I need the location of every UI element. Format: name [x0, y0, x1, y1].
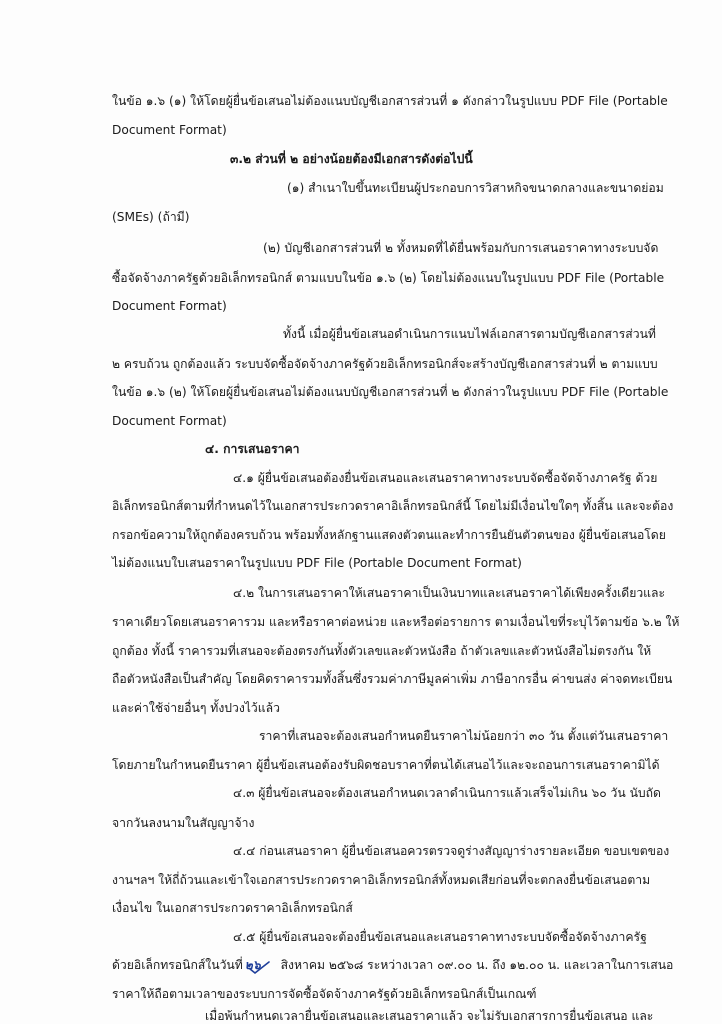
text-line: ทั้งนี้ เมื่อผู้ยื่นข้อเสนอดำเนินการแนบไฟล์เอกสารตามบัญชีเอกสารส่วนที่ [283, 327, 656, 341]
text-line: (๑) สำเนาใบขึ้นทะเบียนผู้ประกอบการวิสาหกิจขนาดกลางและขนาดย่อม [287, 181, 664, 195]
text-line: ราคาที่เสนอจะต้องเสนอกำหนดยืนราคาไม่น้อยกว่า ๓๐ วัน ตั้งแต่วันเสนอราคา [259, 729, 669, 743]
text-line: ถือตัวหนังสือเป็นสำคัญ โดยคิดราคารวมทั้งสิ้นซึ่งรวมค่าภาษีมูลค่าเพิ่ม ภาษีอากรอื่น ค่าขนส่ง ค่าจดทะเบียน [112, 672, 673, 686]
text-line: ๔.๓ ผู้ยื่นข้อเสนอจะต้องเสนอกำหนดเวลาดำเนินการแล้วเสร็จไม่เกิน ๖๐ วัน นับถัด [233, 786, 661, 800]
text-line: ๔.๑ ผู้ยื่นข้อเสนอต้องยื่นข้อเสนอและเสนอราคาทางระบบจัดซื้อจัดจ้างภาครัฐ ด้วย [233, 471, 658, 485]
text-line: กรอกข้อความให้ถูกต้องครบถ้วน พร้อมทั้งหลักฐานแสดงตัวตนและทำการยืนยันตัวตนของ ผู้ยื่นข้อเสนอโดย [112, 528, 666, 542]
text-line: (SMEs) (ถ้ามี) [112, 210, 190, 224]
text-line: งานฯลฯ ให้ถี่ถ้วนและเข้าใจเอกสารประกวดราคาอิเล็กทรอนิกส์ทั้งหมดเสียก่อนที่จะตกลงยื่นข้อเสนอตาม [112, 873, 651, 887]
handwritten-day: ๒๖ [244, 958, 261, 972]
text-line: อิเล็กทรอนิกส์ตามที่กำหนดไว้ในเอกสารประกวดราคาอิเล็กทรอนิกส์นี้ โดยไม่มีเงื่อนไขใดๆ ทั้งสิ้น และจะต้อง [112, 499, 674, 513]
text-line: ซื้อจัดจ้างภาครัฐด้วยอิเล็กทรอนิกส์ ตามแบบในข้อ ๑.๖ (๒) โดยไม่ต้องแนบในรูปแบบ PDF File (Portable [112, 271, 665, 285]
handwritten-check-icon [263, 957, 281, 967]
text-line: ในข้อ ๑.๖ (๒) ให้โดยผู้ยื่นข้อเสนอไม่ต้องแนบบัญชีเอกสารส่วนที่ ๒ ดังกล่าวในรูปแบบ PDF File (Portable [112, 385, 669, 399]
date-line [112, 957, 673, 973]
text-segment: สิงหาคม ๒๕๖๘ ระหว่างเวลา ๐๙.๐๐ น. ถึง ๑๒.๐๐ น. และเวลาในการเสนอ [280, 958, 674, 972]
text-line: ราคาเดียวโดยเสนอราคารวม และหรือราคาต่อหน่วย และหรือต่อรายการ ตามเงื่อนไขที่ระบุไว้ตามข้อ ๖.๒ ให้ [112, 615, 680, 629]
text-line: ๒ ครบถ้วน ถูกต้องแล้ว ระบบจัดซื้อจัดจ้างภาครัฐด้วยอิเล็กทรอนิกส์จะสร้างบัญชีเอกสารส่วนที่ ๒ ตามแบบ [112, 357, 658, 371]
text-line: (๒) บัญชีเอกสารส่วนที่ ๒ ทั้งหมดที่ได้ยื่นพร้อมกับการเสนอราคาทางระบบจัด [263, 241, 659, 255]
text-line: ๔.๔ ก่อนเสนอราคา ผู้ยื่นข้อเสนอควรตรวจดูร่างสัญญาร่างรายละเอียด ขอบเขตของ [233, 844, 670, 858]
text-line: ในข้อ ๑.๖ (๑) ให้โดยผู้ยื่นข้อเสนอไม่ต้องแนบบัญชีเอกสารส่วนที่ ๑ ดังกล่าวในรูปแบบ PDF File (Portable [112, 94, 668, 108]
text-line: Document Format) [112, 414, 227, 428]
text-line: เงื่อนไข ในเอกสารประกวดราคาอิเล็กทรอนิกส์ [112, 901, 353, 915]
text-line: เมื่อพ้นกำหนดเวลายื่นข้อเสนอและเสนอราคาแล้ว จะไม่รับเอกสารการยื่นข้อเสนอ และ [205, 1009, 654, 1023]
section-heading: ๓.๒ ส่วนที่ ๒ อย่างน้อยต้องมีเอกสารดังต่อไปนี้ [230, 152, 473, 166]
text-line: และค่าใช้จ่ายอื่นๆ ทั้งปวงไว้แล้ว [112, 701, 280, 715]
section-heading: ๔. การเสนอราคา [205, 442, 300, 456]
text-line: ๔.๒ ในการเสนอราคาให้เสนอราคาเป็นเงินบาทและเสนอราคาได้เพียงครั้งเดียวและ [233, 586, 666, 600]
text-line: Document Format) [112, 299, 227, 313]
text-line: จากวันลงนามในสัญญาจ้าง [112, 816, 255, 830]
text-segment: ด้วยอิเล็กทรอนิกส์ในวันที่ [112, 958, 243, 972]
text-line: ๔.๕ ผู้ยื่นข้อเสนอจะต้องยื่นข้อเสนอและเสนอราคาทางระบบจัดซื้อจัดจ้างภาครัฐ [233, 930, 647, 944]
text-line: โดยภายในกำหนดยืนราคา ผู้ยื่นข้อเสนอต้องรับผิดชอบราคาที่ตนได้เสนอไว้และจะถอนการเสนอราคามิได้ [112, 758, 660, 772]
text-line: ไม่ต้องแนบใบเสนอราคาในรูปแบบ PDF File (Portable Document Format) [112, 556, 522, 570]
text-line: Document Format) [112, 123, 227, 137]
text-line: ถูกต้อง ทั้งนี้ ราคารวมที่เสนอจะต้องตรงกันทั้งตัวเลขและตัวหนังสือ ถ้าตัวเลขและตัวหนังสือไม่ตรงกัน ให้ [112, 644, 652, 658]
text-line: ราคาให้ถือตามเวลาของระบบการจัดซื้อจัดจ้างภาครัฐด้วยอิเล็กทรอนิกส์เป็นเกณฑ์ [112, 987, 537, 1001]
